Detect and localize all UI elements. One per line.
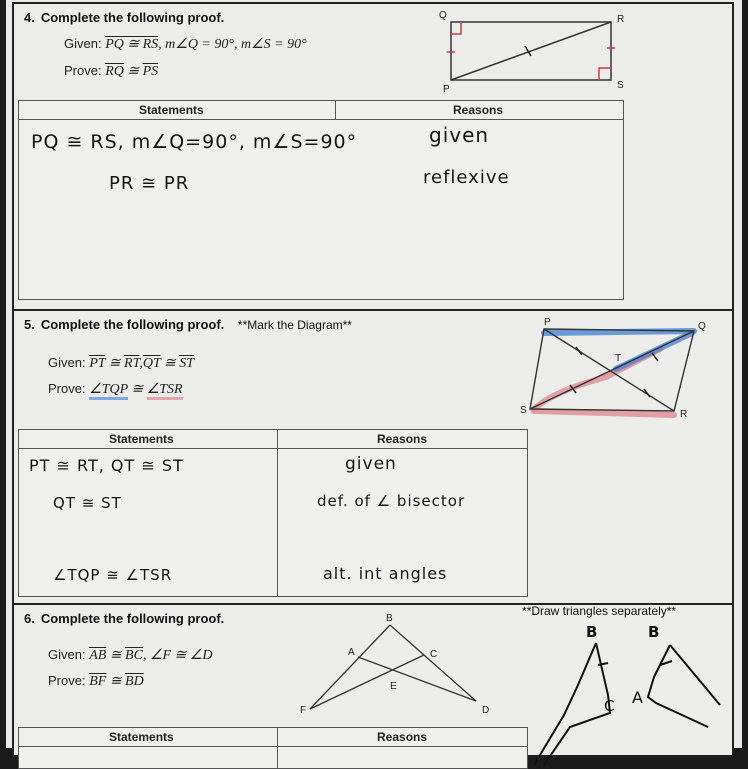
prove-statement: $\overline{BF}$ ≅ $\overline{BD}$ <box>89 674 144 689</box>
statements-header: Statements <box>109 730 174 744</box>
vertex-p-label: P <box>443 84 450 95</box>
vertex-t-label: T <box>615 353 622 364</box>
prove-line <box>64 63 158 80</box>
table-header <box>19 728 527 747</box>
given-statement: $\overline{AB}$ ≅ $\overline{BC}$, ∠F ≅ ∠D <box>89 648 213 663</box>
given-line <box>48 647 212 664</box>
prove-label: Prove: <box>48 673 86 688</box>
problem-heading: Complete the following proof. <box>40 611 225 626</box>
separate-triangles-sketch <box>524 615 724 755</box>
problem-heading: Complete the following proof. <box>40 317 225 332</box>
prove-label: Prove: <box>64 63 102 78</box>
vertex-q-label: Q <box>439 10 447 21</box>
given-label: Given: <box>48 355 86 370</box>
prove-line <box>48 381 183 398</box>
given-statement: PQ ≅ RS, m∠Q = 90°, m∠S = 90° <box>105 37 307 52</box>
mark-diagram-note: **Mark the Diagram** <box>237 318 352 332</box>
parallelogram-diagram <box>514 317 714 420</box>
reason-1: given <box>345 454 397 474</box>
problem-5-title <box>24 317 352 332</box>
rectangle-diagram <box>439 10 629 95</box>
reasons-header: Reasons <box>453 103 504 117</box>
vertex-r-label: R <box>680 409 688 420</box>
problem-number: 4. <box>24 10 35 25</box>
prove-statement: ∠TQP ≅ ∠TSR <box>89 382 182 400</box>
problem-heading: Complete the following proof. <box>40 10 225 25</box>
triangle-diagram <box>296 613 496 716</box>
vertex-c-label: C <box>430 649 438 660</box>
prove-label: Prove: <box>48 381 86 396</box>
vertex-d-label: D <box>482 705 490 716</box>
reasons-header: Reasons <box>377 432 428 446</box>
problem-4-title <box>24 10 224 25</box>
reason-1: given <box>429 123 490 147</box>
sketch-label-b1: B <box>586 623 598 641</box>
worksheet-page <box>6 0 742 748</box>
statements-header: Statements <box>139 103 204 117</box>
proof-table <box>18 429 528 597</box>
table-header <box>19 430 527 449</box>
reason-3: alt. int angles <box>323 564 448 583</box>
reason-2: reflexive <box>423 167 510 188</box>
problem-6 <box>12 603 734 757</box>
problem-5 <box>12 309 734 605</box>
proof-table <box>18 100 624 300</box>
vertex-s-label: S <box>617 80 624 91</box>
problem-4 <box>12 2 734 311</box>
prove-statement: $\overline{RQ}$ ≅ $\overline{PS}$ <box>105 64 159 79</box>
statement-1: PT ≅ RT, QT ≅ ST <box>29 456 184 475</box>
statements-header: Statements <box>109 432 174 446</box>
given-label: Given: <box>48 647 86 662</box>
sketch-label-a: A <box>632 688 643 707</box>
vertex-a-label: A <box>348 647 355 658</box>
vertex-p-label: P <box>544 317 551 328</box>
given-statement: $\overline{PT}$ ≅ $\overline{RT},\overline{QT}$ ≅ $\overline{ST}$ <box>89 356 195 371</box>
proof-table <box>18 727 528 769</box>
sketch-label-b2: B <box>648 623 660 641</box>
table-header <box>19 101 623 120</box>
statement-1: PQ ≅ RS, m∠Q=90°, m∠S=90° <box>31 131 358 153</box>
sketch-label-c: C <box>604 697 615 715</box>
problem-number: 6. <box>24 611 35 626</box>
vertex-f-label: F <box>300 705 307 716</box>
statement-3: ∠TQP ≅ ∠TSR <box>53 566 173 584</box>
vertex-e-label: E <box>390 681 397 692</box>
problem-number: 5. <box>24 317 35 332</box>
reason-2: def. of ∠ bisector <box>317 492 466 510</box>
vertex-q-label: Q <box>698 321 706 332</box>
reasons-header: Reasons <box>377 730 428 744</box>
statement-2: QT ≅ ST <box>53 494 122 512</box>
given-line <box>48 355 194 372</box>
prove-line <box>48 673 144 690</box>
vertex-s-label: S <box>520 405 527 416</box>
given-label: Given: <box>64 36 102 51</box>
vertex-r-label: R <box>617 14 625 25</box>
statement-2: PR ≅ PR <box>109 173 190 194</box>
problem-6-title <box>24 611 224 626</box>
given-line <box>64 36 307 53</box>
vertex-b-label: B <box>386 613 393 624</box>
draw-separately-note: **Draw triangles separately** <box>522 604 677 618</box>
